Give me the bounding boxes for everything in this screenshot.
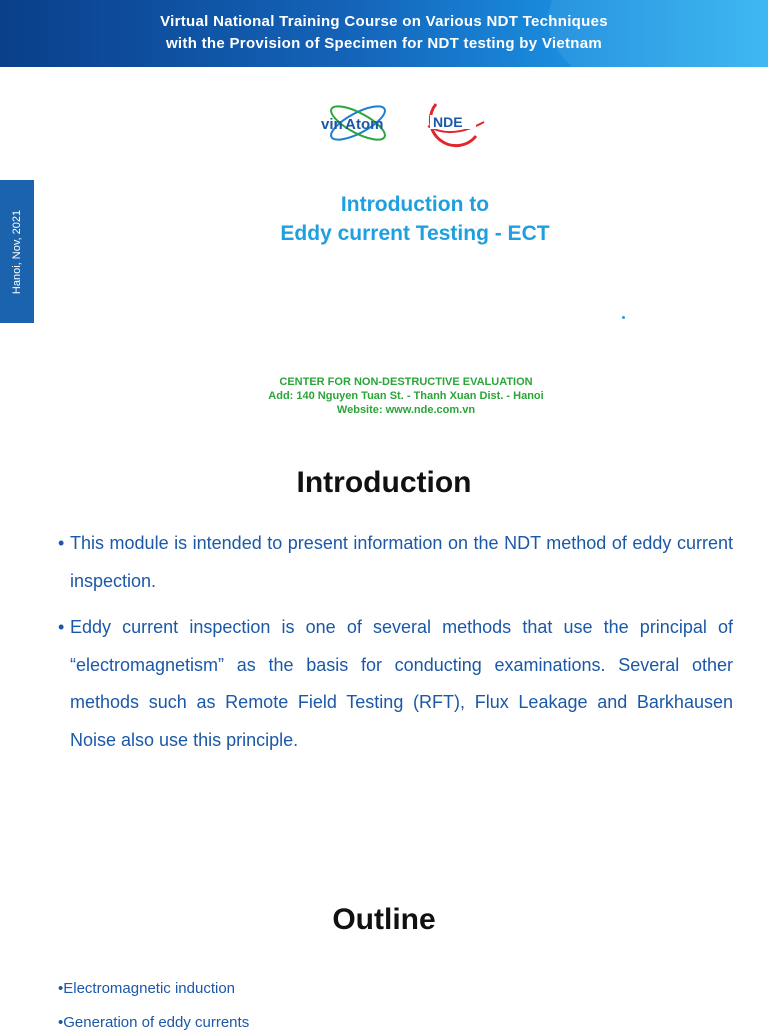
- introduction-heading: Introduction: [296, 466, 472, 499]
- nde-logo-icon: [414, 96, 488, 148]
- intro-paragraph-1: This module is intended to present information on the NDT method of eddy current inspection.: [70, 533, 733, 591]
- slide-title-line-1: Introduction to: [340, 193, 490, 216]
- date-label: Hanoi, Nov, 2021: [11, 209, 23, 294]
- course-title-line-1: Virtual National Training Course on Various NDT Techniques: [160, 13, 608, 30]
- slide-title-line-2: Eddy current Testing - ECT: [280, 222, 550, 245]
- bullet-icon: •: [58, 533, 65, 553]
- intro-paragraph-2: Eddy current inspection is one of several methods that use the principal of “electromagnetism” as the basis for conducting examinations. Several other methods such as Remote Field Testing (RFT), Flux Leakage and Barkhausen Noise also use this principle.: [70, 617, 733, 750]
- svg-text:A: A: [345, 116, 356, 133]
- bullet-icon: •: [58, 617, 65, 637]
- header-banner: [0, 0, 768, 67]
- svg-text:tom: tom: [356, 116, 384, 133]
- vinatom-logo-icon: [318, 96, 396, 148]
- course-title-line-2: with the Provision of Specimen for NDT testing by Vietnam: [165, 35, 603, 52]
- outline-heading: Outline: [332, 903, 436, 936]
- outline-item: •Electromagnetic induction: [58, 980, 236, 997]
- svg-text:vin: vin: [321, 116, 343, 133]
- decorative-dot: [622, 316, 625, 319]
- outline-item: •Generation of eddy currents: [58, 1014, 250, 1031]
- center-name: CENTER FOR NON-DESTRUCTIVE EVALUATION: [279, 376, 533, 388]
- center-address: Add: 140 Nguyen Tuan St. - Thanh Xuan Dist. - Hanoi: [268, 390, 544, 402]
- center-website: Website: www.nde.com.vn: [336, 404, 476, 416]
- svg-text:NDE: NDE: [433, 114, 463, 130]
